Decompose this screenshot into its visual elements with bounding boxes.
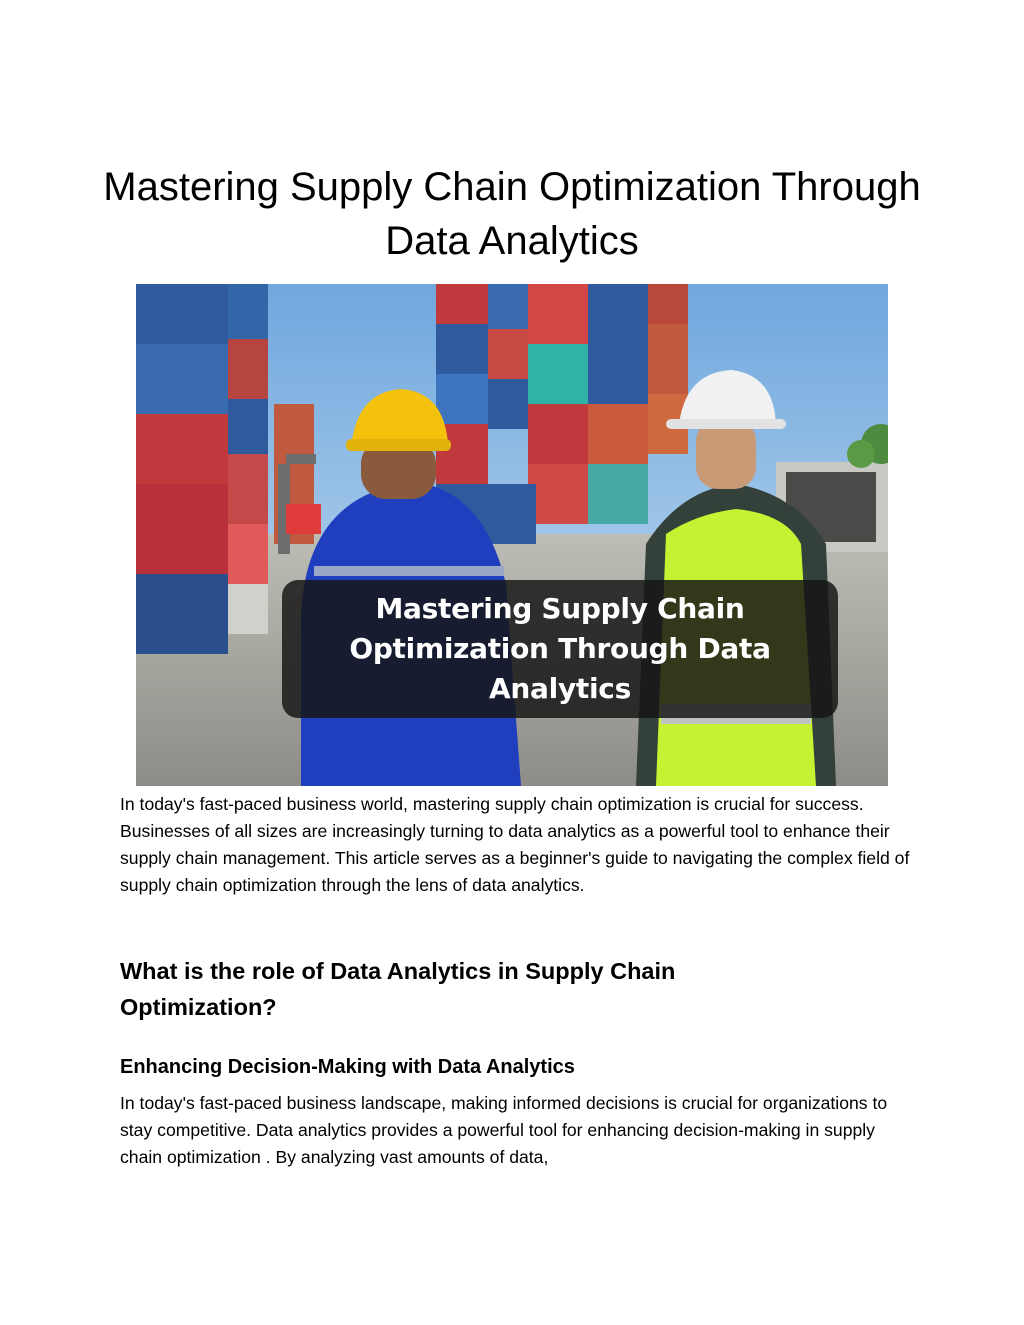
hero-image xyxy=(136,284,888,786)
page-title: Mastering Supply Chain Optimization Through Data Analytics xyxy=(103,165,921,263)
hero-title-text: Mastering Supply Chain Optimization Through Data Analytics xyxy=(349,592,771,705)
section-subheading: Enhancing Decision-Making with Data Analytics xyxy=(120,1056,575,1078)
intro-paragraph: In today's fast-paced business world, mastering supply chain optimization is crucial for success. Businesses of all sizes are increasingly turning to data analytics as a powerful tool to enhance their supply chain management. This article serves as a beginner's guide to navigating the complex field of supply chain optimization through the lens of data analytics. xyxy=(120,794,910,895)
section-heading: What is the role of Data Analytics in Supply Chain Optimization? xyxy=(120,958,676,1020)
hero-title-banner xyxy=(282,580,838,718)
section-paragraph: In today's fast-paced business landscape, making informed decisions is crucial for organizations to stay competitive. Data analytics provides a powerful tool for enhancing decision-making in supply chain optimization . By analyzing vast amounts of data, xyxy=(120,1093,888,1167)
